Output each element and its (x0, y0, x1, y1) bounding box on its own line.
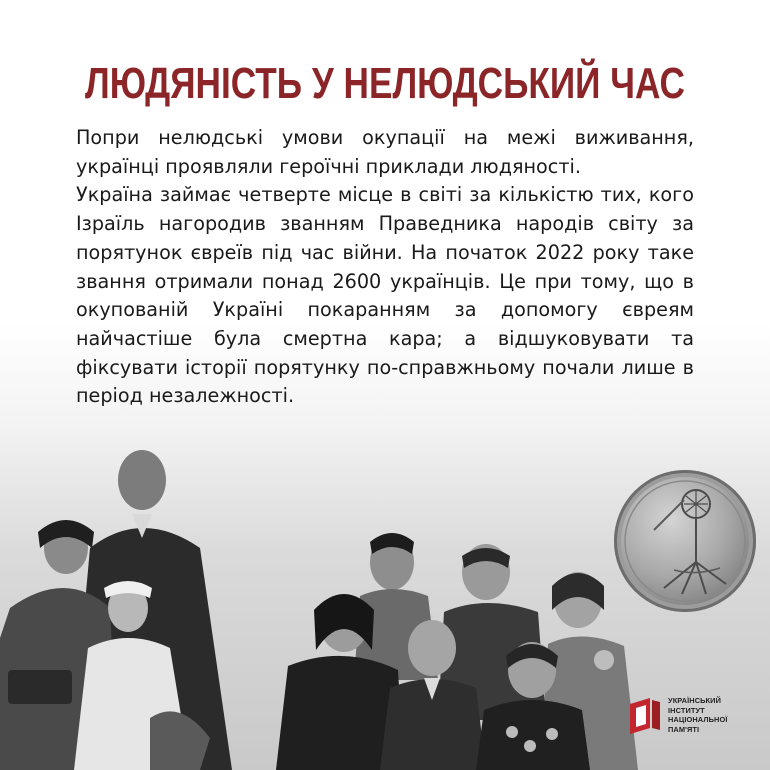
uinp-logo (628, 694, 746, 740)
logo-line-4: ПАМ'ЯТІ (668, 724, 700, 734)
body-text (76, 124, 694, 411)
paragraph-main: Україна займає четверте місце в світі за кількістю тих, кого Ізраїль нагородив званням Праведника народів світу за порятунок євреїв під час війни. На початок 2022 року таке звання отримали понад 2600 українців. Це при тому, що в окупованій Україні покаранням за допомогу євреям найчастіше була смертна кара; а відшуковувати та фіксувати історії порятунку по-справжньому почали лише в період незалежності. (76, 183, 694, 408)
logo-line-2: ІНСТИТУТ (668, 705, 705, 715)
logo-line-3: НАЦІОНАЛЬНОЇ (668, 715, 728, 725)
righteous-medal-image (614, 470, 756, 612)
page-title: ЛЮДЯНІСТЬ У НЕЛЮДСЬКИЙ ЧАС (85, 59, 685, 108)
logo-line-1: УКРАЇНСЬКИЙ (668, 696, 721, 705)
paragraph-intro: Попри нелюдські умови окупації на межі виживання, українці проявляли героїчні приклади людяності. (76, 126, 694, 178)
uinp-logo-mark-icon (628, 698, 662, 734)
family-photo-left (0, 448, 260, 770)
group-photo-right (268, 520, 648, 770)
uinp-logo-text (668, 696, 758, 734)
